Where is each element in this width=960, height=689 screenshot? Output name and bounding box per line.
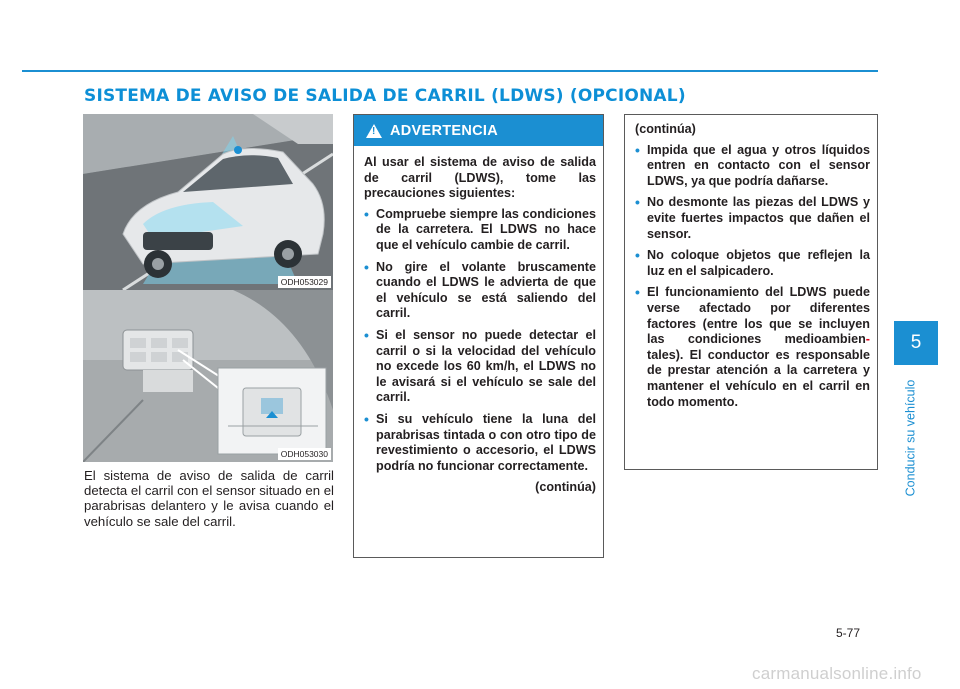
top-rule: [22, 70, 878, 72]
figure-code: ODH053029: [278, 276, 331, 288]
continuation-label: (continúa): [635, 122, 696, 136]
continuation-list: [635, 143, 870, 411]
section-title: SISTEMA DE AVISO DE SALIDA DE CARRIL (LDWS) (OPCIONAL): [84, 86, 686, 106]
list-item: • No coloque objetos que reflejen la luz en el salpicadero.: [635, 248, 870, 279]
list-item: • No desmonte las piezas del LDWS y evite fuertes impactos que dañen el sensor.: [635, 195, 870, 242]
warning-body: [354, 146, 603, 496]
warning-lead: Al usar el sistema de aviso de salida de carril (LDWS), tome las precauciones siguientes:: [364, 155, 596, 201]
list-item: • Si su vehículo tiene la luna del parabrisas tintada o con otro tipo de revestimiento o accesorio, el LDWS podría no funcionar correctamente.: [364, 412, 596, 474]
warning-box: [353, 114, 604, 558]
continued-label: (continúa): [535, 480, 596, 495]
list-item: • Impida que el agua y otros líquidos entren en contacto con el sensor LDWS, ya que podría dañarse.: [635, 143, 870, 190]
dashboard-illustration: [83, 290, 333, 462]
warning-continuation-box: [624, 114, 878, 470]
list-item: • Si el sensor no puede detectar el carril o si la velocidad del vehículo no excede los 60 km/h, el LDWS no le avisará si el vehículo se sale del carril.: [364, 328, 596, 406]
hyphen-mark: -: [865, 332, 870, 347]
list-item: • Compruebe siempre las condiciones de la carretera. El LDWS no hace que el vehículo cambie de carril.: [364, 207, 596, 254]
warning-list: [364, 207, 596, 475]
watermark: carmanualsonline.info: [752, 664, 922, 683]
list-item: • No gire el volante bruscamente cuando el LDWS le advierta de que el vehículo se está saliendo del carril.: [364, 260, 596, 322]
page-number: 5-77: [836, 626, 861, 640]
car-illustration: [83, 114, 333, 290]
warning-title: ADVERTENCIA: [390, 122, 499, 139]
list-item: [635, 285, 870, 410]
intro-paragraph: El sistema de aviso de salida de carril detecta el carril con el sensor situado en el parabrisas delantero y le avisa cuando el vehículo se sale del carril.: [84, 468, 334, 529]
warning-header: [354, 115, 603, 146]
list-item-text: tales). El conductor es responsable de prestar atención a la carretera y mantener el vehículo en el carril en todo momento.: [647, 347, 870, 409]
chapter-number: 5: [894, 321, 938, 365]
figure-car-sensor: [83, 114, 333, 290]
figure-code: ODH053030: [278, 448, 331, 460]
chapter-label: Conducir su vehículo: [903, 379, 918, 497]
list-item-text: El funcionamiento del LDWS puede verse afectado por diferentes factores (entre los que se incluyen las condiciones medioambien: [647, 285, 870, 347]
warning-icon: !: [366, 124, 382, 138]
figure-ldws-switch: [83, 290, 333, 462]
chapter-tab: [890, 368, 930, 508]
